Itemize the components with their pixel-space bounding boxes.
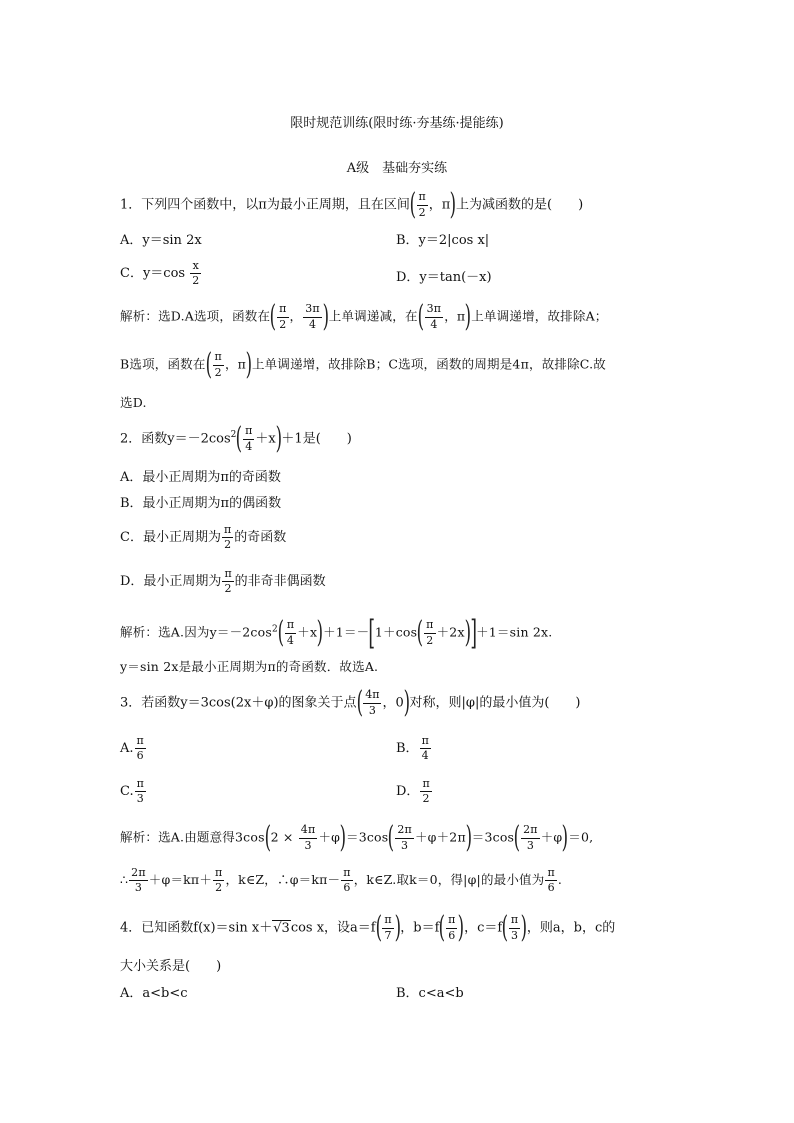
fraction: $\frac{\pi}{2}$ xyxy=(418,190,426,219)
question-3-stem: 3．若函数y＝3cos(2x＋φ)的图象关于点( $\frac{4\pi}{3}$ ，0)对称，则|φ|的最小值为( ) xyxy=(120,685,581,720)
q3-option-d: D． $\frac{\pi}{2}$ xyxy=(396,777,430,806)
q2-option-b: B．最小正周期为π的偶函数 xyxy=(120,496,282,511)
q1-option-a: A．y＝sin 2x xyxy=(120,233,202,248)
q3-solution-line-2: ∴ $\frac{2\pi}{3}$ ＋φ＝kπ＋ $\frac{\pi}{2}$ ，k∈Z，∴φ＝kπ－ $\frac{\pi}{6}$ ，k∈Z.取k＝0，得|φ|的最小值为 $\frac{\pi}{6}$ . xyxy=(120,866,563,895)
question-1-stem: 1．下列四个函数中，以π为最小正周期，且在区间( $\frac{\pi}{2}$ ，π)上为减函数的是( ) xyxy=(120,187,584,222)
question-2-stem: 2．函数$y=-2\cos^2$( $\frac{\pi}{4}$ ＋x)＋1是( ) xyxy=(120,421,352,456)
question-4-line-2: 大小关系是( ) xyxy=(120,959,222,974)
q3-option-c: C. $\frac{\pi}{3}$ xyxy=(120,777,144,806)
q2-option-c: C．最小正周期为 $\frac{\pi}{2}$ 的奇函数 xyxy=(120,523,287,552)
q3-option-b: B． $\frac{\pi}{4}$ xyxy=(396,734,429,763)
q1-option-d: D．y＝tan(－x) xyxy=(396,270,492,285)
q4-option-b: B．c<a<b xyxy=(396,986,464,1001)
q2-solution-line-1: 解析：选A.因为$y=-2\cos^2$( $\frac{\pi}{4}$ ＋x)＋1＝－[1＋cos( $\frac{\pi}{2}$ ＋2x)]＋1＝sin 2x. xyxy=(120,613,553,653)
q4-option-a: A．a<b<c xyxy=(120,986,188,1001)
page-title: 限时规范训练(限时练·夯基练·提能练) xyxy=(290,116,504,131)
q3-option-a: A. $\frac{\pi}{6}$ xyxy=(120,734,144,763)
q2-solution-line-2: y＝sin 2x是最小正周期为π的奇函数．故选A. xyxy=(120,659,379,674)
q2-option-d: D．最小正周期为 $\frac{\pi}{2}$ 的非奇非偶函数 xyxy=(120,567,326,596)
q1-solution-line-3: 选D. xyxy=(120,395,147,410)
q1-solution-line-2: B选项，函数在( $\frac{\pi}{2}$ ，π)上单调递增，故排除B；C选项，函数的周期是4π，故排除C.故 xyxy=(120,347,606,382)
q2-option-a: A．最小正周期为π的奇函数 xyxy=(120,470,281,485)
q3-solution-line-1: 解析：选A.由题意得3cos(2 × $\frac{4\pi}{3}$ ＋φ)＝3cos( $\frac{2\pi}{3}$ ＋φ＋2π)＝3cos( $\frac{2\pi}{3}$ ＋φ)＝0, xyxy=(120,820,594,855)
section-heading: A级 基础夯实练 xyxy=(346,161,448,176)
q1-option-c: C．y＝cos $\frac{x}{2}$ xyxy=(120,259,200,288)
q1-option-b: B．y＝2|cos x| xyxy=(396,233,490,248)
question-4-stem: 4．已知函数f(x)＝sin x＋√3cos x，设a＝f( $\frac{\pi}{7}$ )，b＝f( $\frac{\pi}{6}$ )，c＝f( $\frac{\pi}{3}$ )，则a，b，c的 xyxy=(120,910,616,945)
q1-solution-line-1: 解析：选D.A选项，函数在( $\frac{\pi}{2}$ ， $\frac{3\pi}{4}$ )上单调递减，在( $\frac{3\pi}{4}$ ，π)上单调递增，故排除A； xyxy=(120,299,608,334)
